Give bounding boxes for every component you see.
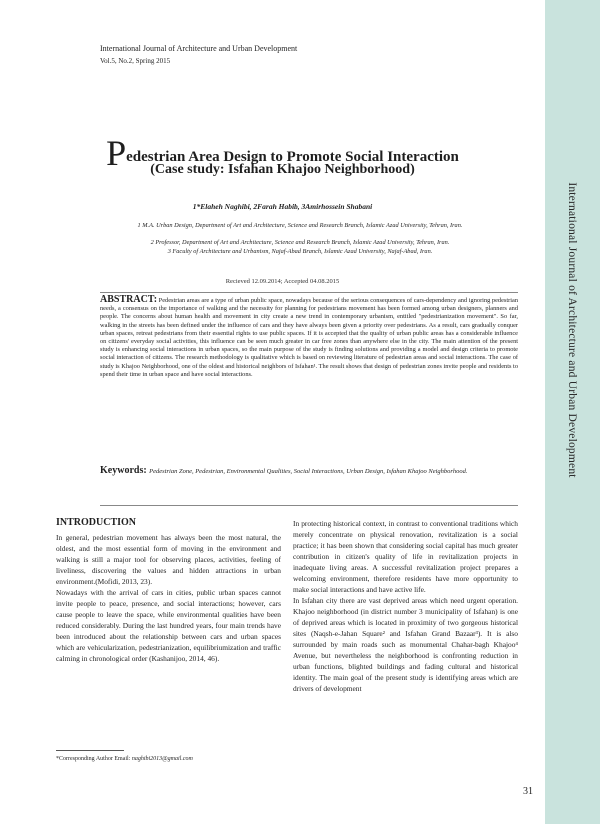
footnote-rule: [56, 750, 124, 751]
side-journal-title: International Journal of Architecture and Urban Development: [566, 182, 578, 478]
affiliation-3: 3 Faculty of Architecture and Urbanism, Najaf-Abad Branch, Islamic Azad University, Najaf-Abad, Iran.: [167, 248, 433, 255]
authors: 1*Elaheh Naghibi, 2Farah Habib, 3Amirhossein Shabani: [192, 202, 373, 211]
title-initial: P: [106, 133, 127, 173]
affiliation-2: 2 Professor, Department of Art and Architecture, Science and Research Branch, Islamic Azad University, Tehran, Iran.: [150, 239, 450, 246]
page-number: 31: [523, 786, 533, 797]
right-column: [293, 518, 518, 694]
author-email[interactable]: naghibi2013@gmail.com: [131, 756, 193, 762]
right-paragraph-1: In protecting historical context, in contrast to conventional traditions which merely concentrate on physical renovation, revitalization is a social practice; it has been shown that considering social capital has much greater contribution in citizen's quality of life in revitalization projects in inadequate living areas. A successful revitalization project prepares a welcoming environment, therefore residents have more opportunity to make social interactions and have active life.: [293, 519, 518, 594]
keywords-heading: Keywords:: [100, 465, 150, 476]
paper-subtitle: (Case study: Isfahan Khajoo Neighborhood): [150, 162, 415, 177]
left-column: [56, 516, 281, 664]
journal-volume: Vol.5, No.2, Spring 2015: [100, 57, 171, 65]
footnote: [56, 756, 193, 762]
abstract-heading: ABSTRACT:: [100, 294, 158, 305]
journal-name: International Journal of Architecture and Urban Development: [100, 44, 298, 53]
keywords: [100, 466, 518, 476]
intro-paragraph-2: Nowadays with the arrival of cars in cities, public urban spaces cannot invite people to peace, presence, and social interactions; however, cars cause people to leave the space, while environmental qualities have been reduced considerably. During the last hundred years, four main trends have been introduced about the relationship between cars and urban spaces which are vehicularization, pedestrianization, equilibriumization and traffic calming in chronological order (Kashanijoo, 2014, 46).: [56, 588, 281, 663]
abstract: [100, 296, 518, 379]
introduction-heading: INTRODUCTION: [56, 517, 137, 528]
received-accepted-dates: Recieved 12.09.2014; Accepted 04.08.2015: [225, 278, 340, 285]
footnote-label: *Corresponding Author Email:: [56, 756, 132, 762]
abstract-body: Pedestrian areas are a type of urban public space, nowadays because of the serious consequences of cars-dependency and ignoring pedestrian needs, a consensus on the importance of walking and the necessity for planning for pedestrians movement has been formed among urban designers, planners and people. The concerns about human health and movement in city create a new trend in contemporary urbanism, entitled "pedestrianization movement". So far, walking in the streets has been defined under the influence of cars and they have always been given a priority over pedestrians. As a result, cars gradually conquer urban spaces, retreat pedestrians from their essential rights to use public spaces. If it is accepted that the quality of urban public areas has a considerable influence on citizens' everyday social activities, this influence can be seen much greater in car free zones than anywhere else in the city. The main attention of the present study is enhancing social interactions in urban spaces, so the main purpose of the study is finding solutions and providing a model and design criteria to promote social interaction of citizens. The research methodology is qualitative which is based on reviewing literature of pedestrian areas and social interactions. The case of study is Khajoo Neighborhood, one of the oldest and historical neighbors of Isfahan¹. The result shows that design of pedestrian zones invite people and residents to spend their time in urban space and have social interactions.: [100, 297, 518, 378]
affiliation-1: 1 M.A. Urban Design, Department of Art and Architecture, Science and Research Branch, Islamic Azad University, Tehran, Iran.: [137, 222, 463, 229]
intro-paragraph-1: In general, pedestrian movement has always been the most natural, the oldest, and the most essential form of moving in the environment and walking is still a major tool for observing places, activities, feeling of liveliness, discovering the values and hidden attractions in urban environment.(Mofidi, 2013, 23).: [56, 533, 281, 586]
right-paragraph-2: In Isfahan city there are vast deprived areas which need urgent operation. Khajoo neighborhood (in district number 3 municipality of Isfahan) is one of deprived areas which is located in proximity of two gorgeous historical sites (Naqsh-e-Jahan Square² and Isfahan Grand Bazaar³). It is also surrounded by main roads such as monumental Chahar-bagh Khajoo⁴ Avenue, but nevertheless the neighborhood is confronting reduction in urban functions, blighted buildings and fading cultural and historical identity. The main goal of the present study is identifying areas which are drivers of development: [293, 596, 518, 693]
title-rest: edestrian Area Design to Promote Social Interaction: [126, 149, 459, 165]
keywords-body: Pedestrian Zone, Pedestrian, Environmental Qualities, Social Interactions, Urban Design, Isfahan Khajoo Neighborhood.: [149, 468, 468, 475]
